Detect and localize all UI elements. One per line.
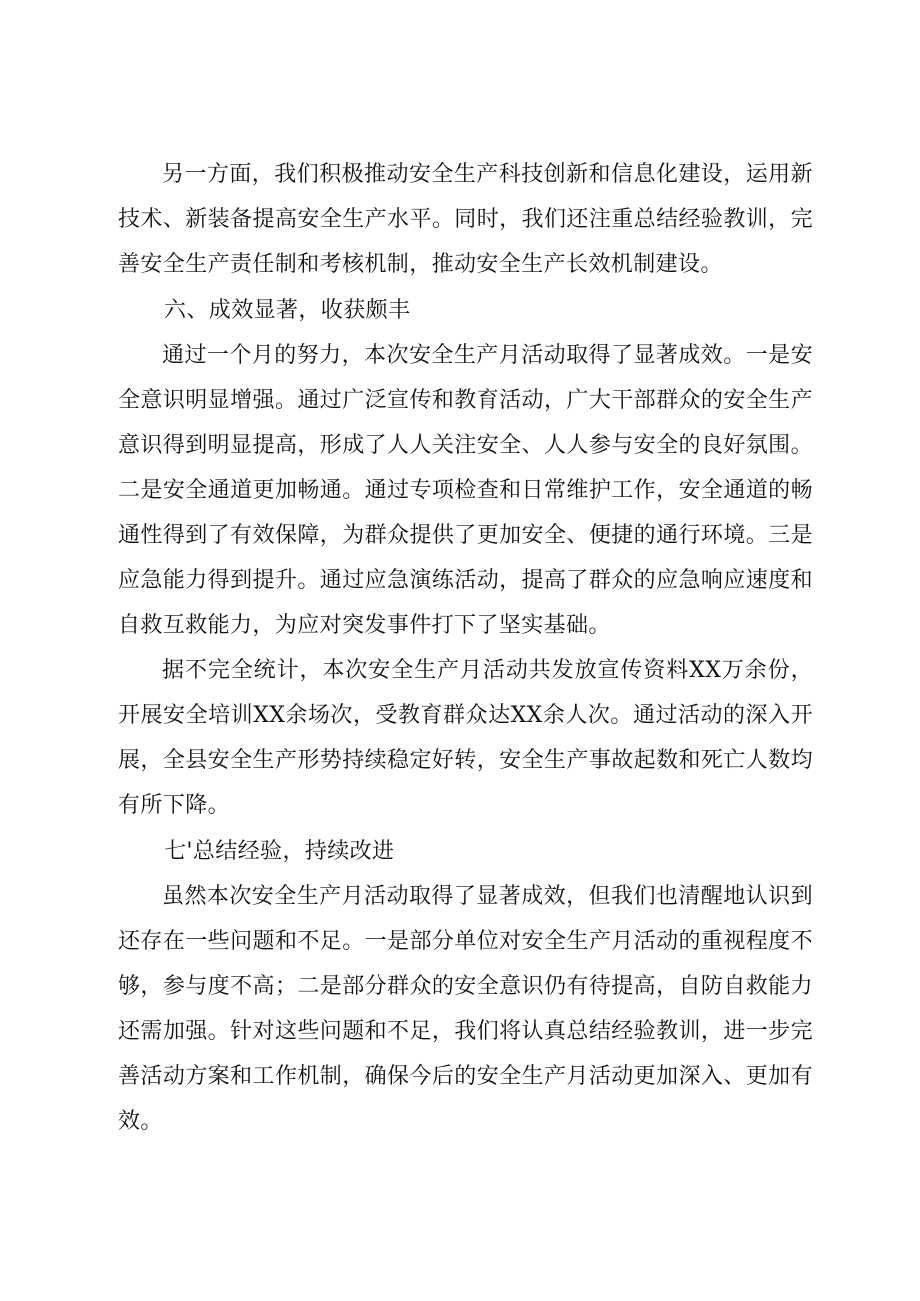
paragraph-achievements: 通过一个月的努力，本次安全生产月活动取得了显著成效。一是安全意识明显增强。通过广泛宣传和教育活动，广大干部群众的安全生产意识得到明显提高，形成了人人关注安全、人人参与安全的良好氛围。二是安全通道更加畅通。通过专项检查和日常维护工作，安全通道的畅通性得到了有效保障，为群众提供了更加安全、便捷的通行环境。三是应急能力得到提升。通过应急演练活动，提高了群众的应急响应速度和自救互救能力，为应对突发事件打下了坚实基础。	[118, 343, 813, 638]
document-body	[118, 152, 813, 1144]
paragraph-improvements: 虽然本次安全生产月活动取得了显著成效，但我们也清醒地认识到还存在一些问题和不足。一是部分单位对安全生产月活动的重视程度不够，参与度不高；二是部分群众的安全意识仍有待提高，自防自救能力还需加强。针对这些问题和不足，我们将认真总结经验教训，进一步完善活动方案和工作机制，确保今后的安全生产月活动更加深入、更加有效。	[118, 884, 813, 1134]
section-heading-seven: 七'总结经验，持续改进	[164, 839, 395, 864]
section-heading-six: 六、成效显著，收获颇丰	[164, 298, 411, 323]
paragraph-tech-innovation: 另一方面，我们积极推动安全生产科技创新和信息化建设，运用新技术、新装备提高安全生产水平。同时，我们还注重总结经验教训，完善安全生产责任制和考核机制，推动安全生产长效机制建设。	[118, 162, 813, 277]
paragraph-statistics: 据不完全统计，本次安全生产月活动共发放宣传资料XX万余份，开展安全培训XX余场次，受教育群众达XX余人次。通过活动的深入开展，全县安全生产形势持续稳定好转，安全生产事故起数和死亡人数均有所下降。	[118, 658, 813, 818]
